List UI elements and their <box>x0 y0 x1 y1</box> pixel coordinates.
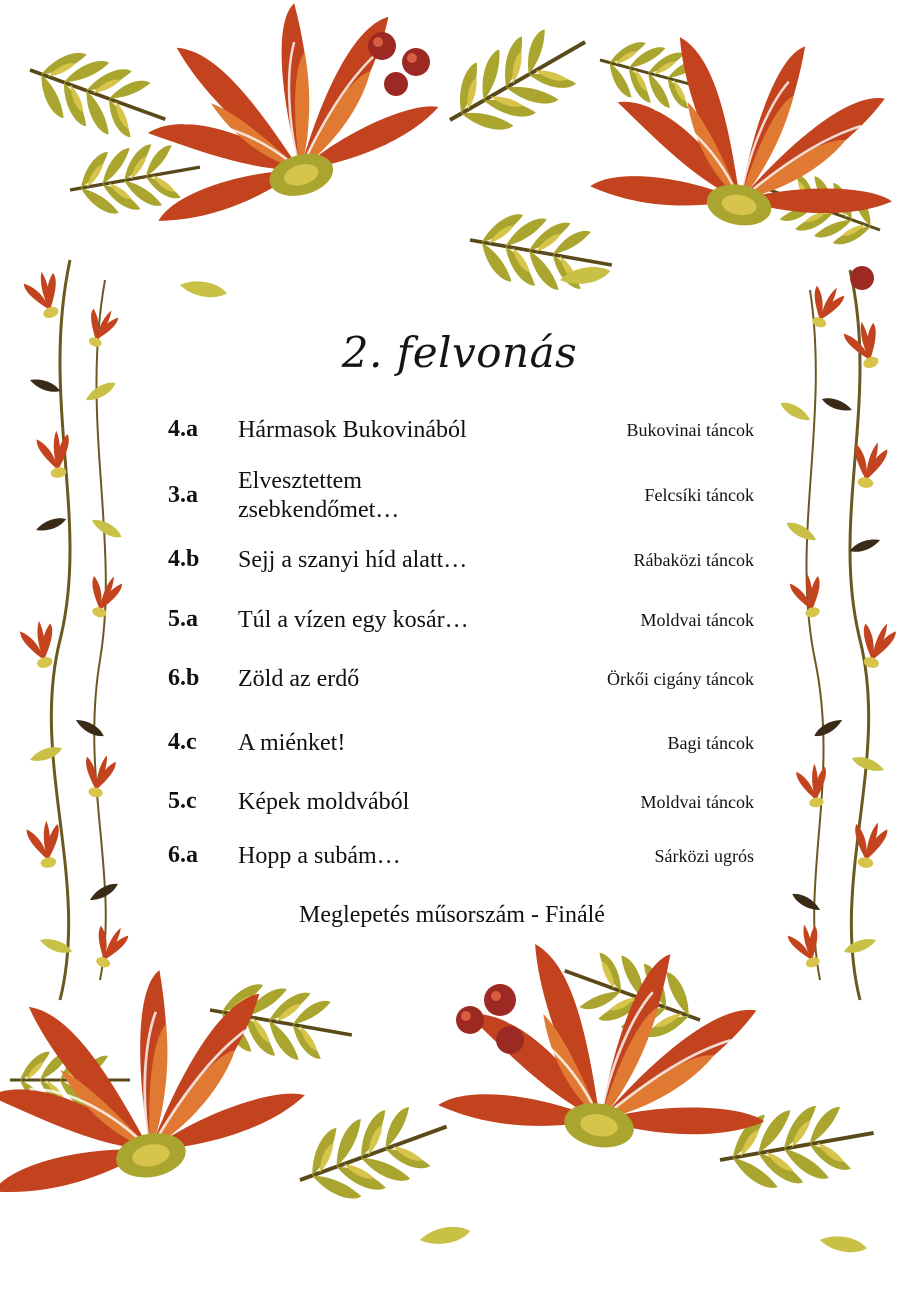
finale-line: Meglepetés műsorszám - Finálé <box>299 902 605 928</box>
program-title: Hopp a subám… <box>238 843 401 869</box>
program-title: Hármasok Bukovinából <box>238 417 467 443</box>
program-region: Bagi táncok <box>667 733 754 753</box>
program-title: Képek moldvából <box>238 789 410 815</box>
program-region: Moldvai táncok <box>640 610 754 630</box>
program-region: Sárközi ugrós <box>654 846 754 866</box>
program-title: Elvesztettem zsebkendőmet… <box>238 468 400 523</box>
program-title: A miénket! <box>238 730 346 756</box>
program-title: Túl a vízen egy kosár… <box>238 607 469 633</box>
act-title: 2. felvonás <box>341 328 578 377</box>
program-region: Moldvai táncok <box>640 792 754 812</box>
program-title: Zöld az erdő <box>238 666 360 692</box>
program-number: 6.a <box>168 842 198 868</box>
program-number: 5.c <box>168 788 197 814</box>
program-region: Felcsíki táncok <box>644 485 754 505</box>
program-region: Rábaközi táncok <box>633 550 754 570</box>
program-title: Sejj a szanyi híd alatt… <box>238 547 468 573</box>
program-region: Örkői cigány táncok <box>607 669 754 689</box>
program-number: 4.a <box>168 416 198 442</box>
program-number: 4.b <box>168 546 200 572</box>
program-number: 5.a <box>168 606 198 632</box>
program-number: 4.c <box>168 729 197 755</box>
program-number: 6.b <box>168 665 200 691</box>
program-number: 3.a <box>168 482 198 508</box>
program-region: Bukovinai táncok <box>626 420 754 440</box>
